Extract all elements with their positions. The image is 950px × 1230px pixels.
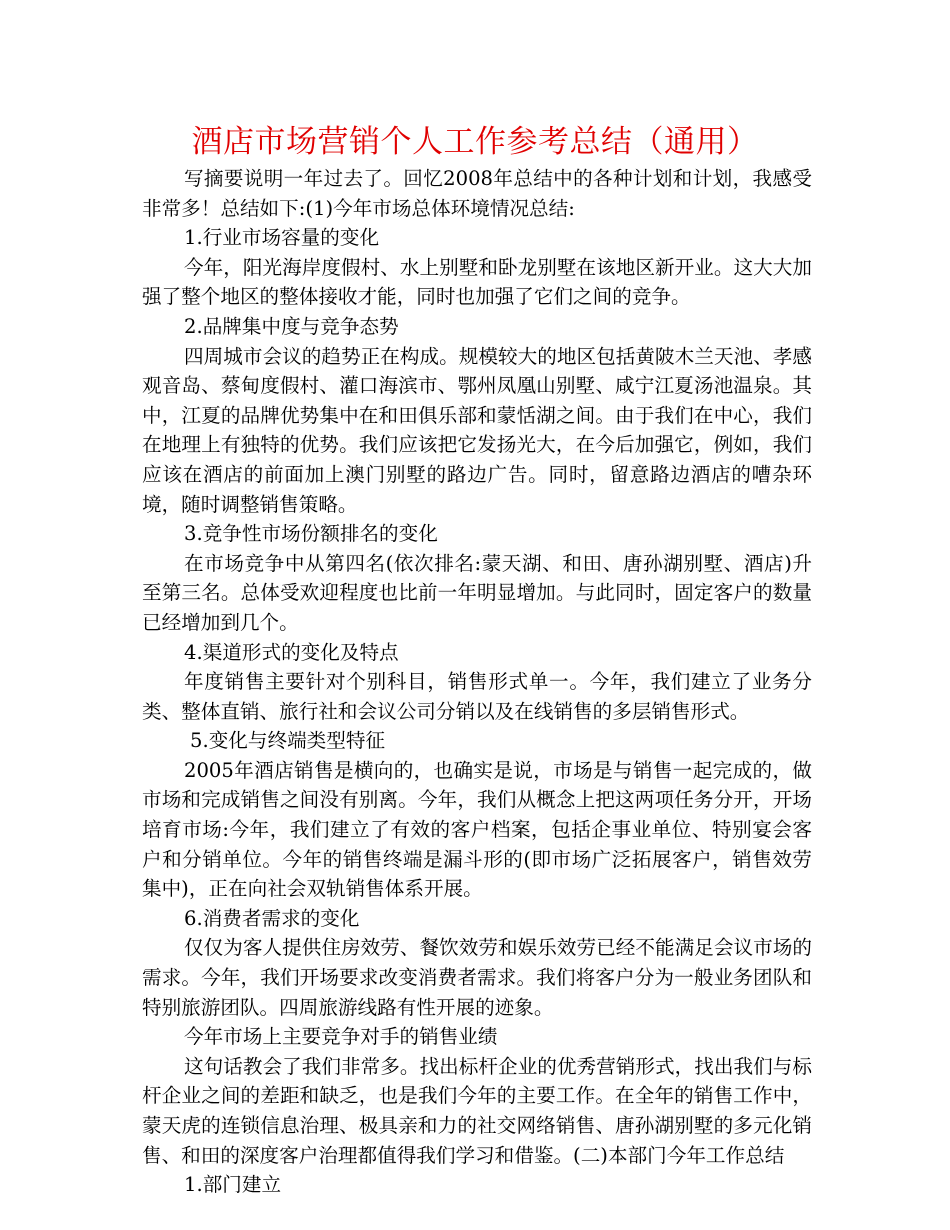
section-heading: 1.部门建立	[184, 1173, 282, 1197]
section-heading: 4.渠道形式的变化及特点	[184, 640, 399, 664]
paragraph: 今年，阳光海岸度假村、水上别墅和卧龙别墅在该地区新开业。这大大加强了整个地区的整体接收才能，同时也加强了它们之间的竞争。	[142, 255, 812, 309]
section-heading: 2.品牌集中度与竞争态势	[184, 314, 399, 338]
paragraph: 写摘要说明一年过去了。回忆2008年总结中的各种计划和计划，我感受非常多！总结如下:(1)今年市场总体环境情况总结:	[142, 167, 812, 220]
section-heading: 今年市场上主要竞争对手的销售业绩	[184, 1025, 498, 1049]
document-body	[142, 164, 812, 1200]
section-heading: 1.行业市场容量的变化	[184, 226, 380, 250]
section-heading: 6.消费者需求的变化	[184, 906, 360, 930]
paragraph: 四周城市会议的趋势正在构成。规模较大的地区包括黄陂木兰天池、孝感观音岛、蔡甸度假村、灌口海滨市、鄂州凤凰山别墅、咸宁江夏汤池温泉。其中，江夏的品牌优势集中在和田俱乐部和蒙恬湖之间。由于我们在中心，我们在地理上有独特的优势。我们应该把它发扬光大，在今后加强它，例如，我们应该在酒店的前面加上澳门别墅的路边广告。同时，留意路边酒店的嘈杂环境，随时调整销售策略。	[142, 344, 812, 516]
document-title: 酒店市场营销个人工作参考总结（通用）	[191, 124, 759, 160]
section-heading: 5.变化与终端类型特征	[190, 729, 386, 753]
paragraph: 仅仅为客人提供住房效劳、餐饮效劳和娱乐效劳已经不能满足会议市场的需求。今年，我们开场要求改变消费者需求。我们将客户分为一般业务团队和特别旅游团队。四周旅游线路有性开展的迹象。	[142, 936, 812, 1019]
paragraph: 在市场竞争中从第四名(依次排名:蒙天湖、和田、唐孙湖别墅、酒店)升至第三名。总体受欢迎程度也比前一年明显增加。与此同时，固定客户的数量已经增加到几个。	[142, 551, 812, 634]
paragraph: 这句话教会了我们非常多。找出标杆企业的优秀营销形式，找出我们与标杆企业之间的差距和缺乏，也是我们今年的主要工作。在全年的销售工作中，蒙天虎的连锁信息治理、极具亲和力的社交网络销售、唐孙湖别墅的多元化销售、和田的深度客户治理都值得我们学习和借鉴。(二)本部门今年工作总结	[142, 1054, 812, 1167]
paragraph: 年度销售主要针对个别科目，销售形式单一。今年，我们建立了业务分类、整体直销、旅行社和会议公司分销以及在线销售的多层销售形式。	[142, 670, 812, 723]
section-heading: 3.竞争性市场份额排名的变化	[184, 522, 438, 546]
paragraph: 2005年酒店销售是横向的，也确实是说，市场是与销售一起完成的，做市场和完成销售之间没有别离。今年，我们从概念上把这两项任务分开，开场培育市场:今年，我们建立了有效的客户档案，包括企事业单位、特别宴会客户和分销单位。今年的销售终端是漏斗形的(即市场广泛拓展客户，销售效劳集中)，正在向社会双轨销售体系开展。	[142, 758, 812, 901]
